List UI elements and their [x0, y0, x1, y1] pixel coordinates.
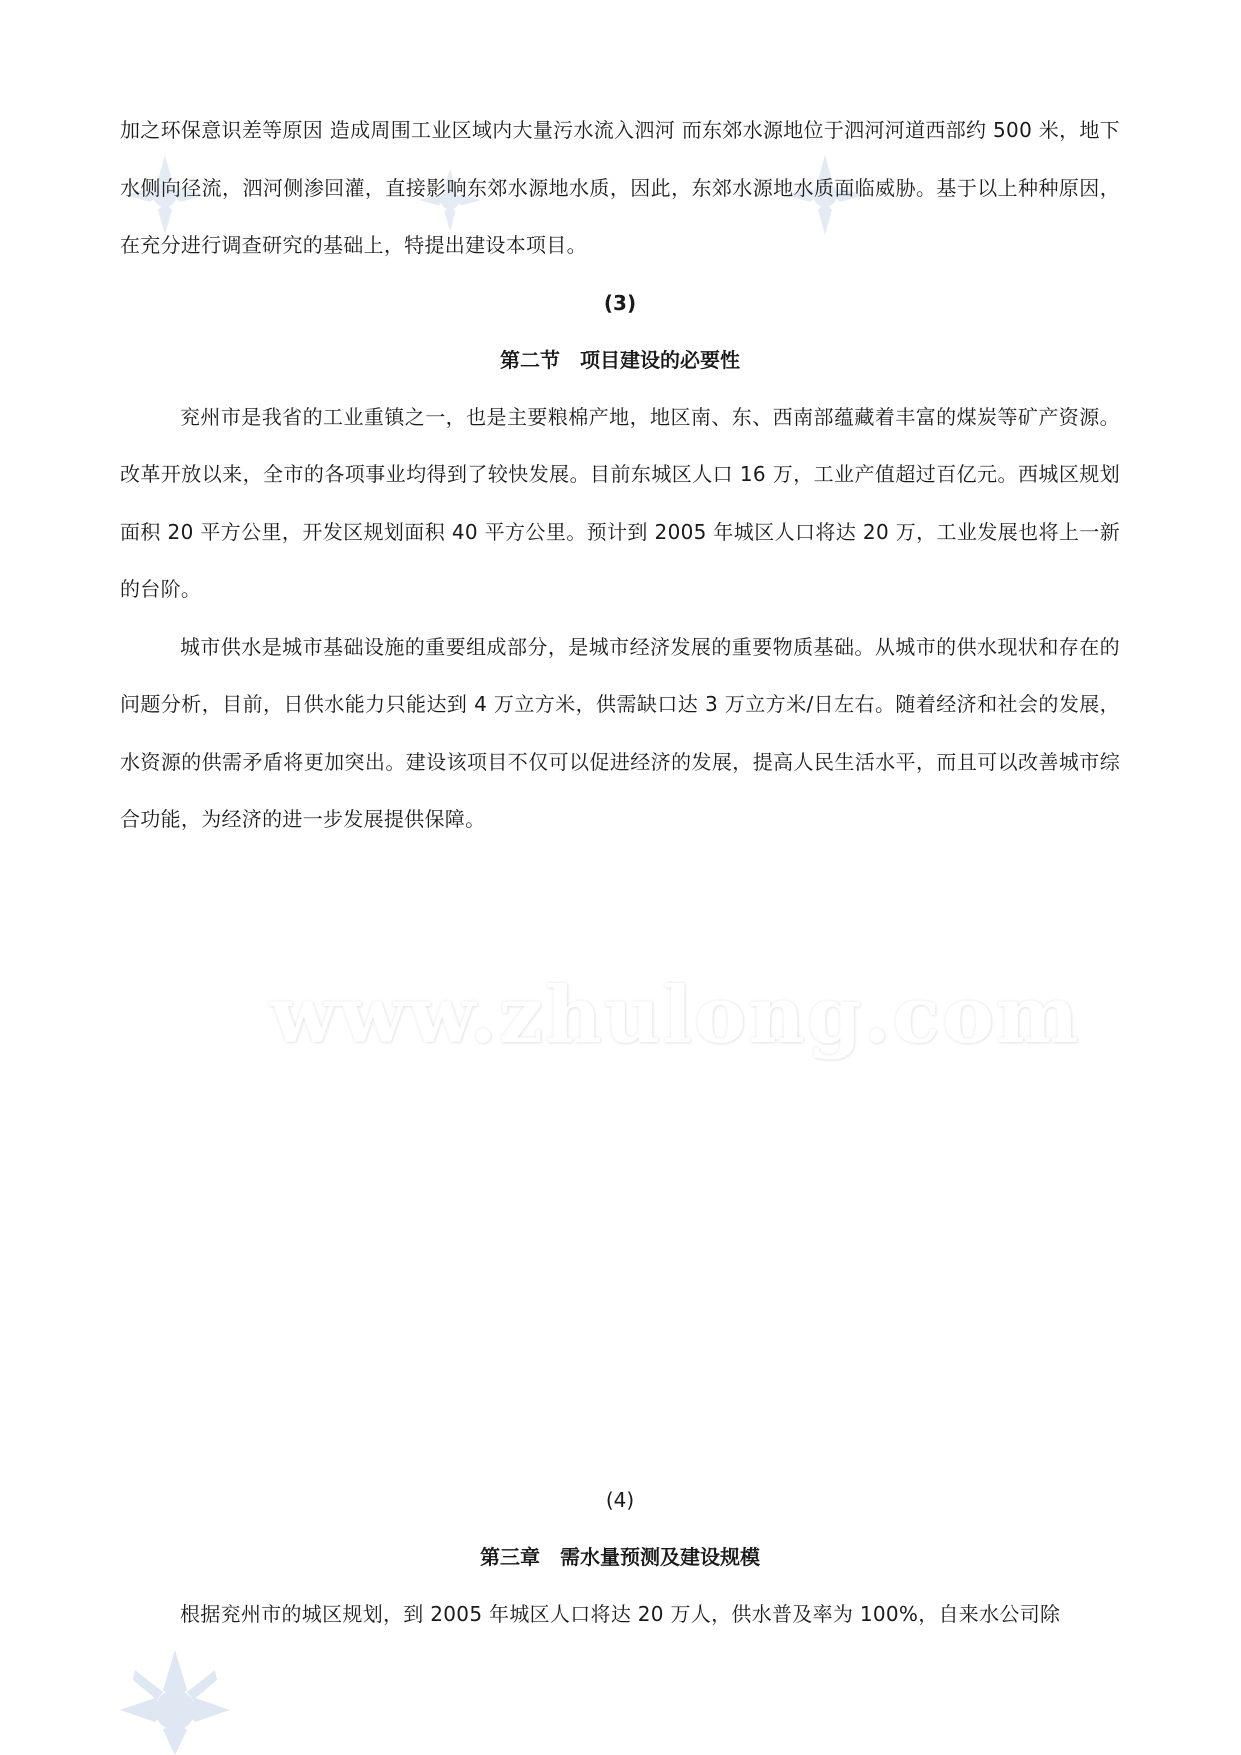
paragraph-city-overview: 兖州市是我省的工业重镇之一，也是主要粮棉产地，地区南、东、西南部蕴藏着丰富的煤炭等矿产资源。改革开放以来，全市的各项事业均得到了较快发展。目前东城区人口 16 万，工业产值超过百亿元。西城区规划面积 20 平方公里，开发区规划面积 40 平方公里。预计到 2005 年城区人口将达 20 万，工业发展也将上一新的台阶。 — [120, 404, 1120, 601]
document-body-continued — [120, 1472, 1120, 1644]
paragraph-water-supply: 城市供水是城市基础设施的重要组成部分，是城市经济发展的重要物质基础。从城市的供水现状和存在的问题分析，目前，日供水能力只能达到 4 万立方米，供需缺口达 3 万立方米/日左右。随着经济和社会的发展，水资源的供需矛盾将更加突出。建设该项目不仅可以促进经济的发展，提高人民生活水平，而且可以改善城市综合功能，为经济的进一步发展提供保障。 — [120, 634, 1120, 831]
paragraph-background: 加之环保意识差等原因 造成周围工业区域内大量污水流入泗河 而东郊水源地位于泗河河道西部约 500 米，地下水侧向径流，泗河侧渗回灌，直接影响东郊水源地水质，因此，东郊水源地水质面临威胁。基于以上种种原因，在充分进行调查研究的基础上，特提出建设本项目。 — [120, 118, 1120, 257]
page-number-3: (3) — [603, 290, 637, 315]
site-watermark: www.zhulong.com — [270, 970, 1081, 1061]
document-body — [120, 102, 1120, 849]
section-heading: 第二节 项目建设的必要性 — [500, 347, 740, 372]
snowflake-decoration-icon — [105, 1640, 245, 1755]
chapter-heading: 第三章 需水量预测及建设规模 — [480, 1545, 760, 1569]
paragraph-demand-forecast: 根据兖州市的城区规划，到 2005 年城区人口将达 20 万人，供水普及率为 100%，自来水公司除 — [180, 1602, 1061, 1626]
page-number-4: (4) — [605, 1488, 635, 1512]
